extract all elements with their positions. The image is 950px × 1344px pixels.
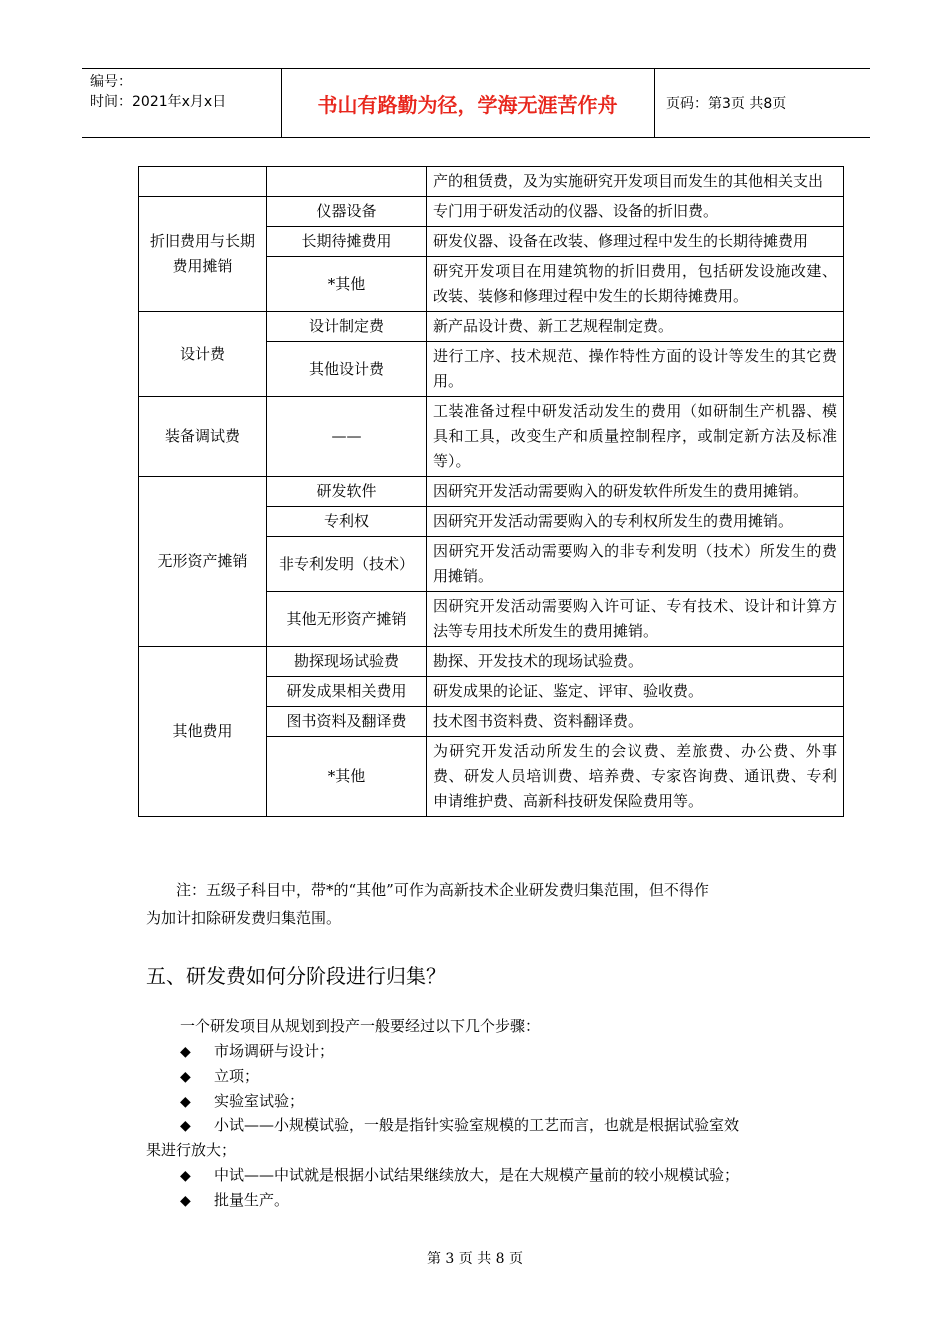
description-cell: 因研究开发活动需要购入的研发软件所发生的费用摊销。 (427, 477, 844, 507)
subitem-cell: 设计制定费 (267, 312, 427, 342)
page-footer: 第 3 页 共 8 页 (426, 1251, 524, 1267)
description-cell: 工装准备过程中研发活动发生的费用（如研制生产机器、模具和工具，改变生产和质量控制程序，或制定新方法及标准等）。 (427, 397, 844, 477)
description-cell: 研发仪器、设备在改装、修理过程中发生的长期待摊费用 (427, 227, 844, 257)
number-label: 编号： (90, 74, 132, 90)
diamond-bullet-icon: ◆ (180, 1044, 191, 1060)
table-note (146, 876, 816, 932)
note-line: 为加计扣除研发费归集范围。 (146, 909, 342, 927)
subitem-cell: 勘探现场试验费 (267, 647, 427, 677)
list-item-text: 实验室试验； (214, 1092, 305, 1110)
list-item (180, 1113, 739, 1138)
subitem-cell: —— (267, 397, 427, 477)
list-item-text: 中试——中试就是根据小试结果继续放大，是在大规模产量前的较小规模试验； (214, 1166, 740, 1184)
category-cell: 折旧费用与长期费用摊销 (139, 197, 267, 312)
list-item (180, 1089, 304, 1114)
description-cell: 因研究开发活动需要购入许可证、专有技术、设计和计算方法等专用技术所发生的费用摊销。 (427, 592, 844, 647)
diamond-bullet-icon: ◆ (180, 1118, 191, 1134)
diamond-bullet-icon: ◆ (180, 1193, 191, 1209)
list-item-text: 立项； (214, 1067, 260, 1085)
subitem-cell: 其他无形资产摊销 (267, 592, 427, 647)
header-motto: 书山有路勤为径，学海无涯苦作舟 (317, 92, 618, 117)
table-row (139, 167, 844, 197)
diamond-bullet-icon: ◆ (180, 1168, 191, 1184)
table-row (139, 647, 844, 677)
section-heading: 五、研发费如何分阶段进行归集？ (146, 964, 446, 988)
category-cell: 设计费 (139, 312, 267, 397)
subitem-cell: 长期待摊费用 (267, 227, 427, 257)
category-cell: 其他费用 (139, 647, 267, 817)
description-cell: 为研究开发活动所发生的会议费、差旅费、办公费、外事费、研发人员培训费、培养费、专家咨询费、通讯费、专利申请维护费、高新科技研发保险费用等。 (427, 737, 844, 817)
category-cell: 装备调试费 (139, 397, 267, 477)
subitem-cell: 其他设计费 (267, 342, 427, 397)
table-row (139, 477, 844, 507)
description-cell: 因研究开发活动需要购入的专利权所发生的费用摊销。 (427, 507, 844, 537)
description-cell: 进行工序、技术规范、操作特性方面的设计等发生的其它费用。 (427, 342, 844, 397)
subitem-cell: 专利权 (267, 507, 427, 537)
list-item (180, 1039, 334, 1064)
subitem-cell: 仪器设备 (267, 197, 427, 227)
description-cell: 勘探、开发技术的现场试验费。 (427, 647, 844, 677)
subitem-cell: 研发成果相关费用 (267, 677, 427, 707)
list-item-text: 批量生产。 (214, 1191, 290, 1209)
table-row (139, 397, 844, 477)
header-page-info: 页码：第3页 共8页 (666, 96, 787, 112)
diamond-bullet-icon: ◆ (180, 1094, 191, 1110)
time-label: 时间：2021年x月x日 (90, 94, 227, 110)
table-cell (267, 167, 427, 197)
table-row (139, 312, 844, 342)
expense-table (138, 166, 844, 817)
category-cell: 无形资产摊销 (139, 477, 267, 647)
diamond-bullet-icon: ◆ (180, 1069, 191, 1085)
table-cell: 产的租赁费，及为实施研究开发项目而发生的其他相关支出 (427, 167, 844, 197)
subitem-cell: 研发软件 (267, 477, 427, 507)
subitem-cell: 非专利发明（技术） (267, 537, 427, 592)
table-cell (139, 167, 267, 197)
header-divider (654, 69, 655, 137)
list-item (180, 1188, 289, 1213)
description-cell: 专门用于研发活动的仪器、设备的折旧费。 (427, 197, 844, 227)
description-cell: 因研究开发活动需要购入的非专利发明（技术）所发生的费用摊销。 (427, 537, 844, 592)
note-line: 注：五级子科目中，带*的“其他”可作为高新技术企业研发费归集范围，但不得作 (176, 881, 709, 899)
description-cell: 新产品设计费、新工艺规程制定费。 (427, 312, 844, 342)
subitem-cell: *其他 (267, 737, 427, 817)
description-cell: 研发成果的论证、鉴定、评审、验收费。 (427, 677, 844, 707)
page-header (82, 68, 870, 138)
subitem-cell: 图书资料及翻译费 (267, 707, 427, 737)
section-intro: 一个研发项目从规划到投产一般要经过以下几个步骤： (180, 1017, 541, 1035)
subitem-cell: *其他 (267, 257, 427, 312)
list-item-text: 小试——小规模试验，一般是指针实验室规模的工艺而言，也就是根据试验室效 (214, 1116, 740, 1134)
table-row (139, 197, 844, 227)
list-item (180, 1163, 739, 1188)
list-item-continuation: 果进行放大； (146, 1141, 237, 1159)
list-item (180, 1064, 259, 1089)
description-cell: 技术图书资料费、资料翻译费。 (427, 707, 844, 737)
header-meta (90, 72, 226, 112)
description-cell: 研究开发项目在用建筑物的折旧费用，包括研发设施改建、改装、装修和修理过程中发生的长期待摊费用。 (427, 257, 844, 312)
list-item-text: 市场调研与设计； (214, 1042, 335, 1060)
